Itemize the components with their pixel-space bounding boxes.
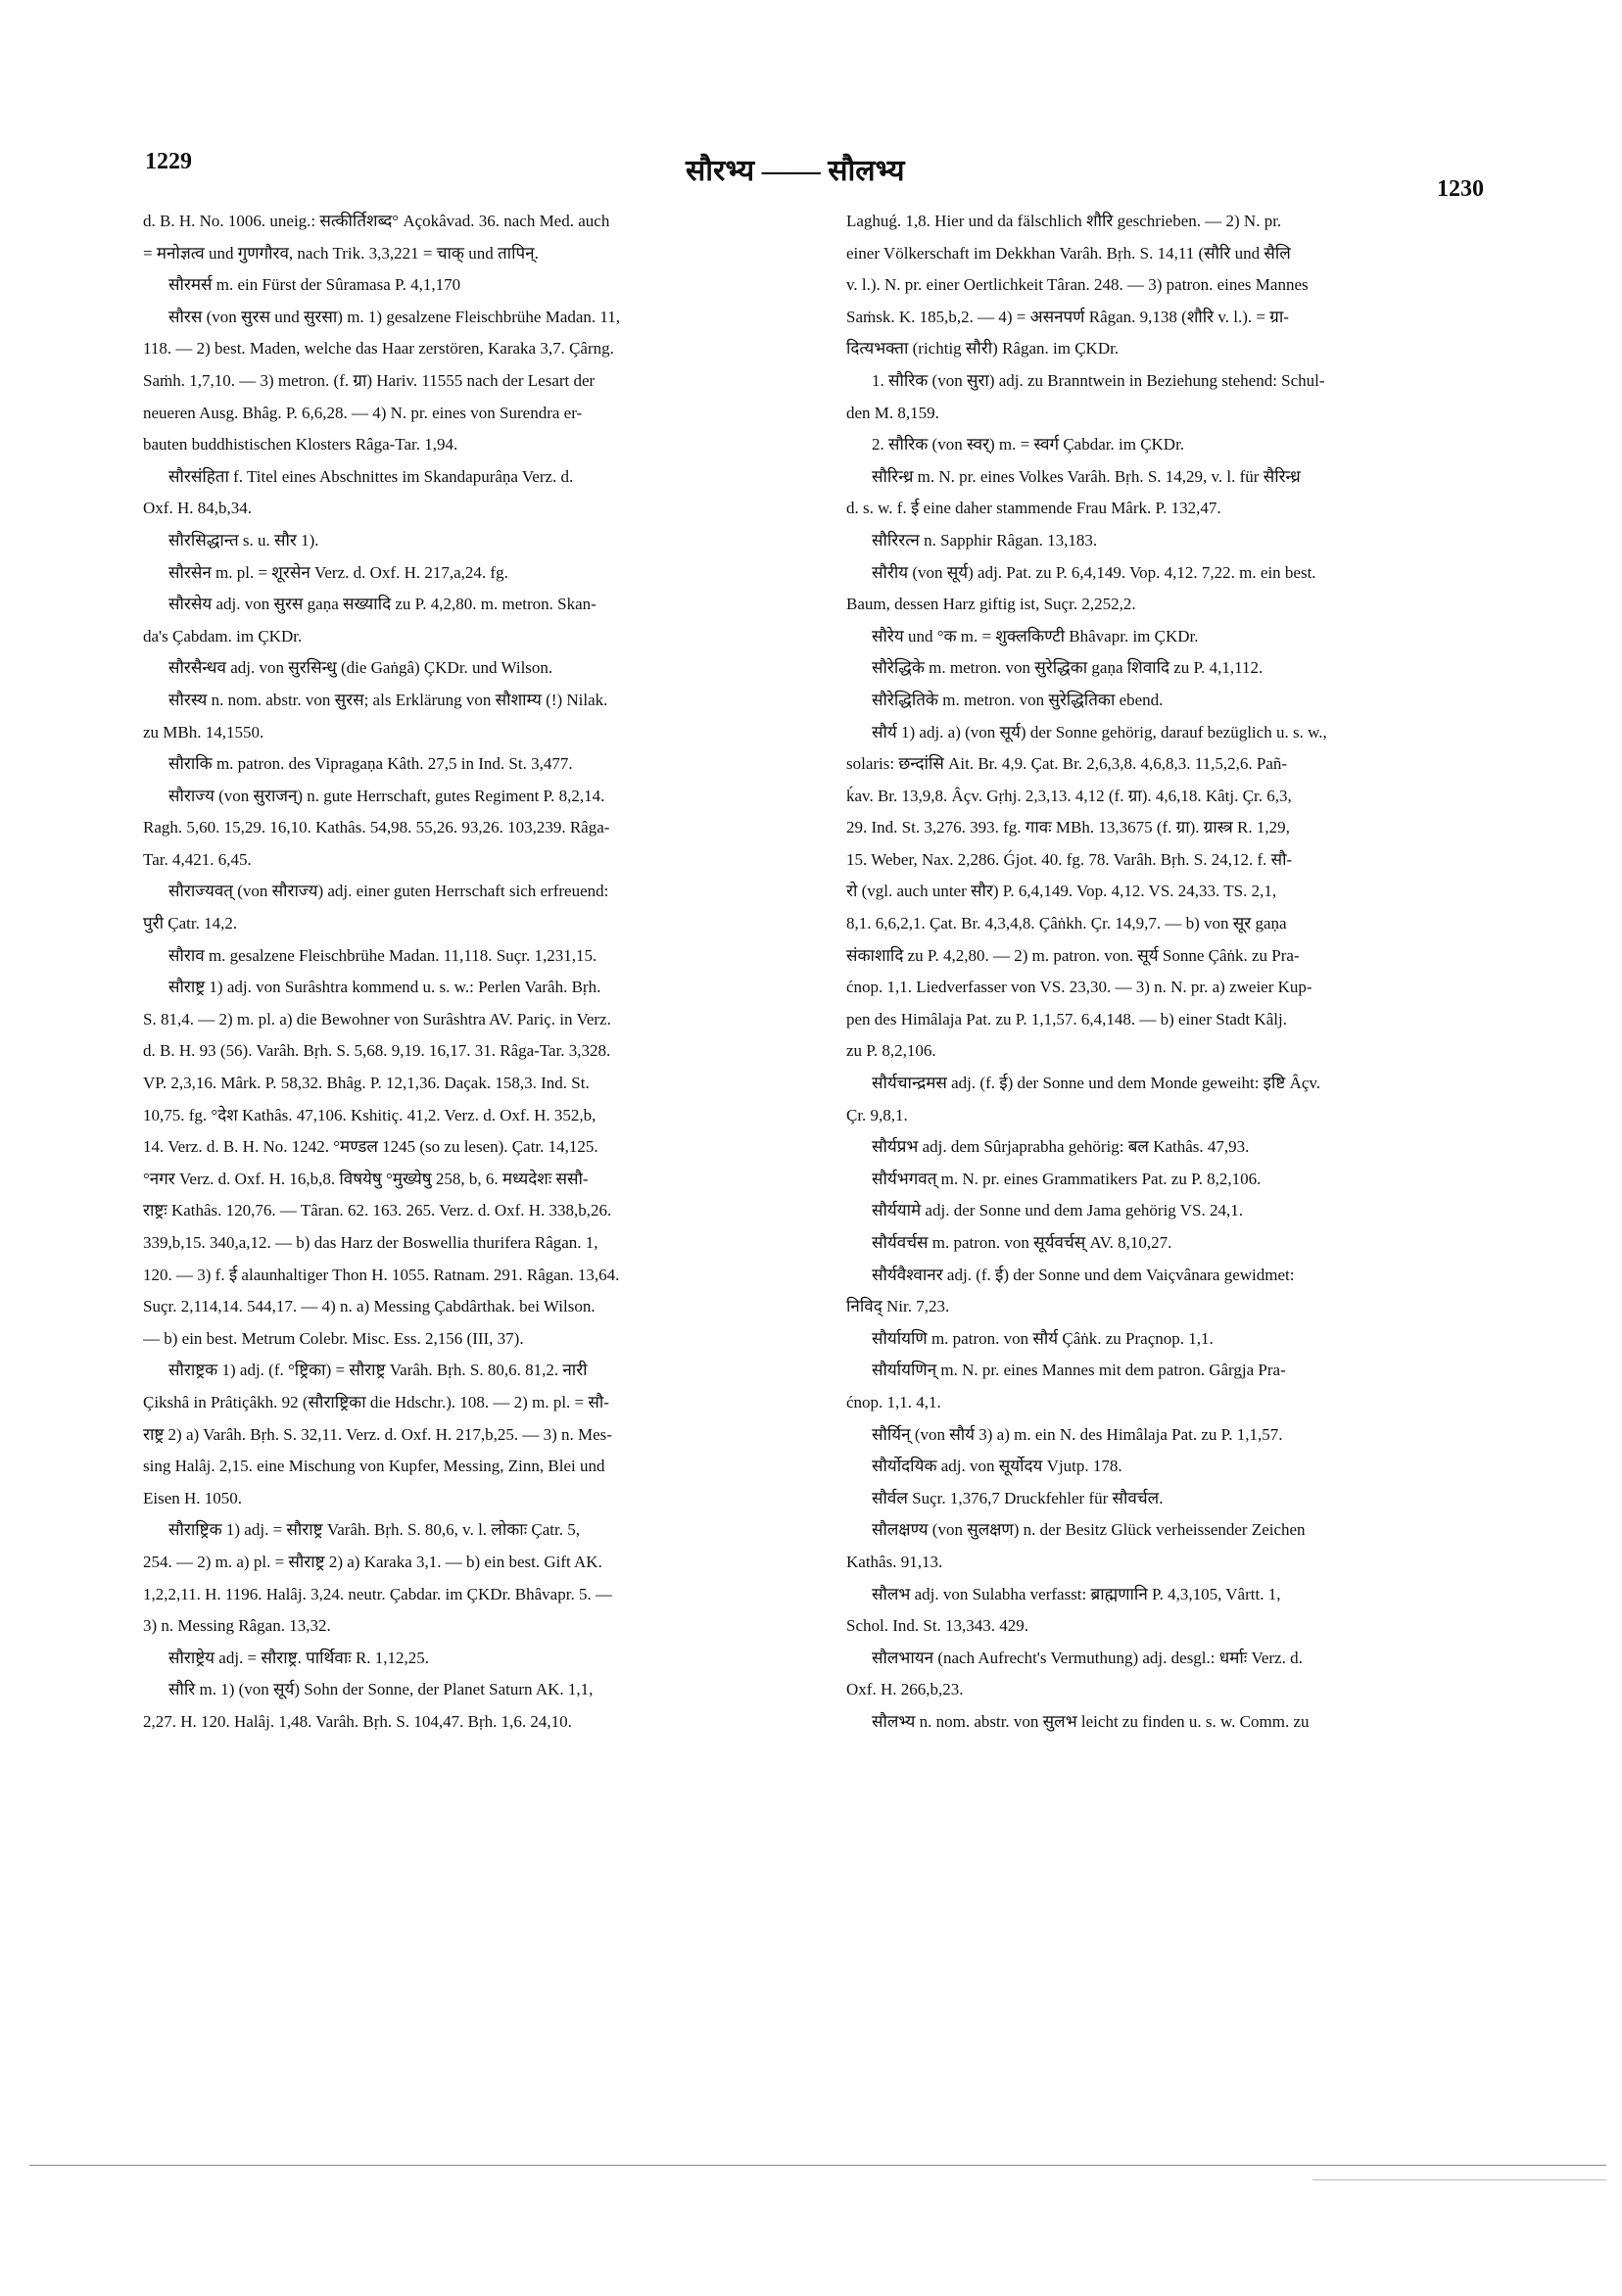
text-line: सौराष्ट्र 1) adj. von Surâshtra kommend u. s. w.: Perlen Varâh. Bṛh. xyxy=(168,978,601,997)
text-line: सौरिन्ध्र m. N. pr. eines Volkes Varâh. Bṛh. S. 14,29, v. l. für सैरिन्ध्र xyxy=(872,466,1301,486)
text-line: पुरी Çatr. 14,2. xyxy=(143,914,238,933)
text-line: सौरसेन m. pl. = शूरसेन Verz. d. Oxf. H. 217,a,24. fg. xyxy=(168,562,508,582)
text-line: Oxf. H. 84,b,34. xyxy=(143,499,252,518)
text-line: Çikshâ in Prâtiçâkh. 92 (सौराष्ट्रिका die Hdschr.). 108. — 2) m. pl. = सौ- xyxy=(143,1392,609,1411)
page-header-title: सौरभ्य —— सौलभ्य xyxy=(686,155,905,187)
text-line: 29. Ind. St. 3,276. 393. fg. गावः MBh. 13,3675 (f. ग्रा). ग्रास्त्र R. 1,29, xyxy=(846,818,1290,837)
text-line: सौरेद्धिके m. metron. von सुरेद्धिका gaṇa शिवादि zu P. 4,1,112. xyxy=(872,658,1264,678)
text-line: सौर्योदयिक adj. von सूर्योदय Vjutp. 178. xyxy=(872,1457,1122,1476)
text-line: सौरिरत्न n. Sapphir Râgan. 13,183. xyxy=(872,530,1098,550)
text-line: zu MBh. 14,1550. xyxy=(143,722,264,741)
text-line: राष्ट्रः Kathâs. 120,76. — Târan. 62. 163. 265. Verz. d. Oxf. H. 338,b,26. xyxy=(143,1201,612,1220)
text-line: zu P. 8,2,106. xyxy=(846,1041,936,1061)
text-line: 1. सौरिक (von सुरा) adj. zu Branntwein in Beziehung stehend: Schul- xyxy=(872,370,1325,390)
text-line: सौलभ adj. von Sulabha verfasst: ब्राह्मणानि P. 4,3,105, Vârtt. 1, xyxy=(872,1584,1281,1603)
text-line: ćnop. 1,1. 4,1. xyxy=(846,1392,941,1411)
text-line: solaris: छन्दांसि Ait. Br. 4,9. Çat. Br. 2,6,3,8. 4,6,8,3. 11,5,2,6. Pañ- xyxy=(846,754,1288,774)
text-line: neueren Ausg. Bhâg. P. 6,6,28. — 4) N. pr. eines von Surendra er- xyxy=(143,403,583,422)
text-line: सौरस्य n. nom. abstr. von सुरस; als Erklärung von सौशाम्य (!) Nilak. xyxy=(168,690,608,709)
text-line: VP. 2,3,16. Mârk. P. 58,32. Bhâg. P. 12,1,36. Daçak. 158,3. Ind. St. xyxy=(143,1074,590,1093)
text-line: सौरेद्धितिके m. metron. von सुरेद्धितिका ebend. xyxy=(872,690,1164,709)
text-line: सौर्यायणि m. patron. von सौर्य Çâṅk. zu Praçnop. 1,1. xyxy=(872,1328,1214,1348)
text-line: Oxf. H. 266,b,23. xyxy=(846,1680,964,1699)
text-line: 339,b,15. 340,a,12. — b) das Harz der Boswellia thurifera Râgan. 1, xyxy=(143,1233,598,1252)
text-line: Ragh. 5,60. 15,29. 16,10. Kathâs. 54,98. 55,26. 93,26. 103,239. Râga- xyxy=(143,818,610,837)
text-line: सौलक्षण्य (von सुलक्षण) n. der Besitz Glück verheissender Zeichen xyxy=(872,1520,1306,1540)
text-line: 3) n. Messing Râgan. 13,32. xyxy=(143,1616,331,1636)
text-line: सौर्यिन् (von सौर्य 3) a) m. ein N. des Himâlaja Pat. zu P. 1,1,57. xyxy=(872,1424,1283,1444)
text-line: निविद् Nir. 7,23. xyxy=(846,1297,950,1316)
text-line: सौरसंहिता f. Titel eines Abschnittes im Skandapurâṇa Verz. d. xyxy=(168,466,574,486)
text-line: सौर्यायणिन् m. N. pr. eines Mannes mit dem patron. Gârgja Pra- xyxy=(872,1361,1286,1380)
text-line: = मनोज्ञत्व und गुणगौरव, nach Trik. 3,3,221 = चाक् und तापिन्. xyxy=(143,243,539,263)
text-line: v. l.). N. pr. einer Oertlichkeit Târan. 248. — 3) patron. eines Mannes xyxy=(846,275,1309,295)
text-line: सौराव m. gesalzene Fleischbrühe Madan. 11,118. Suçr. 1,231,15. xyxy=(168,945,597,965)
text-line: 8,1. 6,6,2,1. Çat. Br. 4,3,4,8. Çâṅkh. Çr. 14,9,7. — b) von सूर gaṇa xyxy=(846,914,1287,933)
text-line: Saṁsk. K. 185,b,2. — 4) = असनपर्ण Râgan. 9,138 (शौरि v. l.). = ग्रा- xyxy=(846,307,1289,326)
text-line: d. s. w. f. ई eine daher stammende Frau Mârk. P. 132,47. xyxy=(846,499,1221,518)
text-line: Saṁh. 1,7,10. — 3) metron. (f. ग्रा) Hariv. 11555 nach der Lesart der xyxy=(143,370,596,390)
footer-rule xyxy=(29,2165,1606,2166)
text-line: सौराज्य (von सुराजन्) n. gute Herrschaft, gutes Regiment P. 8,2,14. xyxy=(168,786,605,805)
page-number-left: 1229 xyxy=(145,149,192,174)
text-line: 15. Weber, Nax. 2,286. Ǵjot. 40. fg. 78. Varâh. Bṛh. S. 24,12. f. सौ- xyxy=(846,849,1293,869)
text-line: bauten buddhistischen Klosters Râga-Tar. 1,94. xyxy=(143,435,458,454)
text-line: सौराष्ट्रिक 1) adj. = सौराष्ट्र Varâh. Bṛh. S. 80,6, v. l. लोकाः Çatr. 5, xyxy=(168,1520,580,1540)
left-column xyxy=(143,206,778,1739)
right-column xyxy=(846,206,1481,1739)
text-line: रो (vgl. auch unter सौर) P. 6,4,149. Vop. 4,12. VS. 24,33. TS. 2,1, xyxy=(846,882,1277,901)
text-line: Çr. 9,8,1. xyxy=(846,1105,908,1124)
text-line: सौलभायन (nach Aufrecht's Vermuthung) adj. desgl.: धर्माः Verz. d. xyxy=(872,1648,1303,1667)
text-line: सौरीय (von सूर्य) adj. Pat. zu P. 6,4,149. Vop. 4,12. 7,22. m. ein best. xyxy=(872,562,1316,582)
text-line: ćnop. 1,1. Liedverfasser von VS. 23,30. — 3) n. N. pr. a) zweier Kup- xyxy=(846,978,1312,997)
text-line: 1,2,2,11. H. 1196. Halâj. 3,24. neutr. Çabdar. im ÇKDr. Bhâvapr. 5. — xyxy=(143,1584,612,1603)
text-line: Tar. 4,421. 6,45. xyxy=(143,849,252,869)
text-line: °नगर Verz. d. Oxf. H. 16,b,8. विषयेषु °मुख्येषु 258, b, 6. मध्यदेशः ससौ- xyxy=(143,1169,589,1188)
text-line: 120. — 3) f. ई alaunhaltiger Thon H. 1055. Ratnam. 291. Râgan. 13,64. xyxy=(143,1265,620,1284)
text-line: सौर्यचान्द्रमस adj. (f. ई) der Sonne und dem Monde geweiht: इष्टि Âçv. xyxy=(872,1074,1321,1093)
text-line: राष्ट्र 2) a) Varâh. Bṛh. S. 32,11. Verz. d. Oxf. H. 217,b,25. — 3) n. Mes- xyxy=(143,1424,612,1444)
text-line: einer Völkerschaft im Dekkhan Varâh. Bṛh. S. 14,11 (सौरि und सैलि xyxy=(846,243,1291,263)
text-line: सौरसिद्धान्त s. u. सौर 1). xyxy=(168,530,319,550)
text-line: सौर्यवैश्वानर adj. (f. ई) der Sonne und dem Vaiçvânara gewidmet: xyxy=(872,1265,1295,1284)
text-line: 10,75. fg. °देश Kathâs. 47,106. Kshitiç. 41,2. Verz. d. Oxf. H. 352,b, xyxy=(143,1105,596,1124)
text-line: सौर्वल Suçr. 1,376,7 Druckfehler für सौवर्चल. xyxy=(872,1488,1164,1507)
text-line: ḱav. Br. 13,9,8. Âçv. Gṛhj. 2,3,13. 4,12 (f. ग्रा). 4,6,18. Kâtj. Çr. 6,3, xyxy=(846,786,1292,805)
text-line: दित्यभक्ता (richtig सौरी) Râgan. im ÇKDr. xyxy=(846,339,1120,359)
text-line: — b) ein best. Metrum Colebr. Misc. Ess. 2,156 (III, 37). xyxy=(143,1328,524,1348)
footer-rule-secondary xyxy=(1312,2179,1606,2180)
text-line: सौराज्यवत् (von सौराज्य) adj. einer guten Herrschaft sich erfreuend: xyxy=(168,882,609,901)
text-line: d. B. H. 93 (56). Varâh. Bṛh. S. 5,68. 9,19. 16,17. 31. Râga-Tar. 3,328. xyxy=(143,1041,611,1061)
text-line: Baum, dessen Harz giftig ist, Suçr. 2,252,2. xyxy=(846,595,1136,614)
text-line: den M. 8,159. xyxy=(846,403,939,422)
text-line: सौर्य 1) adj. a) (von सूर्य) der Sonne gehörig, darauf bezüglich u. s. w., xyxy=(872,722,1327,741)
text-line: सौरमर्स m. ein Fürst der Sûramasa P. 4,1,170 xyxy=(168,275,461,295)
text-line: सौरेय und °क m. = शुक्लकिण्टी Bhâvapr. im ÇKDr. xyxy=(872,626,1199,646)
text-line: सौर्ययामे adj. der Sonne und dem Jama gehörig VS. 24,1. xyxy=(872,1201,1243,1220)
text-line: सौर्यप्रभ adj. dem Sûrjaprabha gehörig: बल Kathâs. 47,93. xyxy=(872,1137,1250,1157)
text-line: sing Halâj. 2,15. eine Mischung von Kupfer, Messing, Zinn, Blei und xyxy=(143,1457,605,1476)
page-number-right: 1230 xyxy=(1437,176,1484,202)
text-line: Kathâs. 91,13. xyxy=(846,1552,943,1571)
text-line: सौराष्ट्रक 1) adj. (f. °ष्ट्रिका) = सौराष्ट्र Varâh. Bṛh. S. 80,6. 81,2. नारी xyxy=(168,1361,588,1380)
text-line: सौरि m. 1) (von सूर्य) Sohn der Sonne, der Planet Saturn AK. 1,1, xyxy=(168,1680,594,1699)
text-line: 2. सौरिक (von स्वर्) m. = स्वर्ग Çabdar. im ÇKDr. xyxy=(872,435,1185,454)
text-line: S. 81,4. — 2) m. pl. a) die Bewohner von Surâshtra AV. Pariç. in Verz. xyxy=(143,1009,611,1028)
text-line: pen des Himâlaja Pat. zu P. 1,1,57. 6,4,148. — b) einer Stadt Kâlj. xyxy=(846,1009,1287,1028)
text-line: Eisen H. 1050. xyxy=(143,1488,243,1507)
text-line: संकाशादि zu P. 4,2,80. — 2) m. patron. von. सूर्य Sonne Çâṅk. zu Pra- xyxy=(846,945,1300,965)
text-line: सौरसैन्धव adj. von सुरसिन्धु (die Gaṅgâ) ÇKDr. und Wilson. xyxy=(168,658,553,678)
text-line: सौर्यभगवत् m. N. pr. eines Grammatikers Pat. zu P. 8,2,106. xyxy=(872,1169,1262,1188)
text-line: सौराकि m. patron. des Vipragaṇa Kâth. 27,5 in Ind. St. 3,477. xyxy=(168,754,573,774)
text-line: सौलभ्य n. nom. abstr. von सुलभ leicht zu finden u. s. w. Comm. zu xyxy=(872,1711,1310,1731)
text-line: Schol. Ind. St. 13,343. 429. xyxy=(846,1616,1029,1636)
text-line: 14. Verz. d. B. H. No. 1242. °मण्डल 1245 (so zu lesen). Çatr. 14,125. xyxy=(143,1137,598,1157)
text-line: 118. — 2) best. Maden, welche das Haar zerstören, Karaka 3,7. Çârng. xyxy=(143,339,614,359)
text-line: 254. — 2) m. a) pl. = सौराष्ट्र 2) a) Karaka 3,1. — b) ein best. Gift AK. xyxy=(143,1552,602,1571)
text-line: सौरस (von सुरस und सुरसा) m. 1) gesalzene Fleischbrühe Madan. 11, xyxy=(168,307,621,326)
text-line: d. B. H. No. 1006. uneig.: सत्कीर्तिशब्द° Açokâvad. 36. nach Med. auch xyxy=(143,212,610,230)
text-line: सौर्यवर्चस m. patron. von सूर्यवर्चस् AV. 8,10,27. xyxy=(872,1233,1172,1252)
text-line: सौराष्ट्रेय adj. = सौराष्ट्र. पार्थिवाः R. 1,12,25. xyxy=(168,1648,430,1667)
text-line: Suçr. 2,114,14. 544,17. — 4) n. a) Messing Çabdârthak. bei Wilson. xyxy=(143,1297,596,1316)
text-line: सौरसेय adj. von सुरस gaṇa सख्यादि zu P. 4,2,80. m. metron. Skan- xyxy=(168,595,596,614)
text-line: 2,27. H. 120. Halâj. 1,48. Varâh. Bṛh. S. 104,47. Bṛh. 1,6. 24,10. xyxy=(143,1711,572,1731)
text-line: Laghuǵ. 1,8. Hier und da fälschlich शौरि geschrieben. — 2) N. pr. xyxy=(846,212,1282,230)
text-line: da's Çabdam. im ÇKDr. xyxy=(143,626,303,646)
